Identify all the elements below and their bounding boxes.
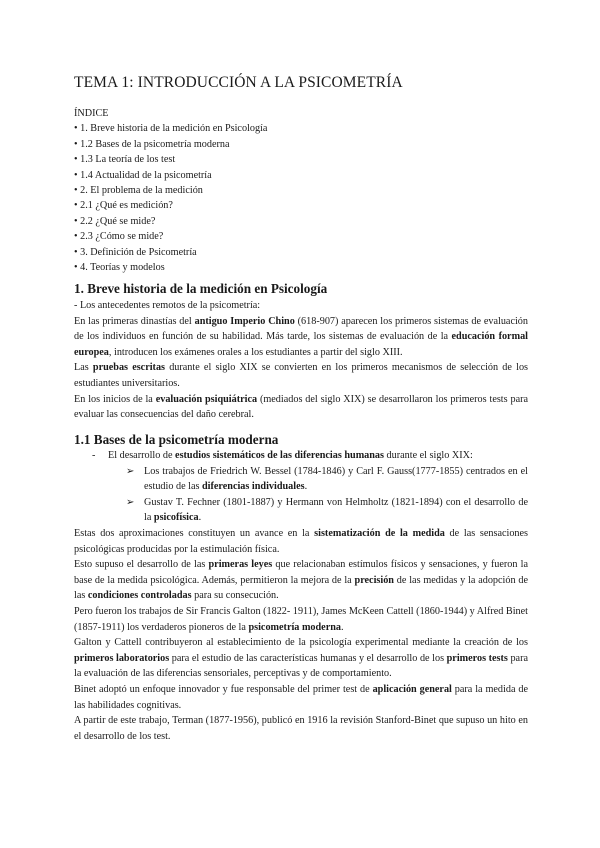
toc-item: • 1.4 Actualidad de la psicometría (74, 169, 212, 181)
dash-list-item: - El desarrollo de estudios sistemáticos de las diferencias humanas durante el siglo XIX: (74, 448, 528, 464)
document-title: TEMA 1: INTRODUCCIÓN A LA PSICOMETRÍA (74, 74, 403, 91)
section-history-body (74, 298, 528, 423)
paragraph-terman: A partir de este trabajo, Terman (1877-1956), publicó en 1916 la revisión Stanford-Binet que supuso un hito en el desarrollo de los test. (74, 715, 528, 742)
arrow-bullet-icon: ➢ (126, 465, 135, 477)
paragraph-systematization: Estas dos aproximaciones constituyen un avance en la sistematización de la medida de las sensaciones psicológicas producidas por la estimulación física. (74, 527, 528, 555)
paragraph-intro: - Los antecedentes remotos de la psicometría: (74, 300, 261, 311)
section-heading-history: 1. Breve historia de la medición en Psicología (74, 281, 328, 296)
toc-item: • 2.2 ¿Qué se mide? (74, 215, 156, 227)
arrow-list-item: ➢ Los trabajos de Friedrich W. Bessel (1784-1846) y Carl F. Gauss(1777-1855) centrados en el estudio de las diferencias individuales. (126, 465, 528, 493)
toc-heading: ÍNDICE (74, 108, 109, 119)
paragraph-galton-cattell: Galton y Cattell contribuyeron al establecimiento de la psicología experimental mediante la creación de los primeros laboratorios para el estudio de las características humanas y el desarrollo de los primeros tests para la evaluación de las diferencias sensoriales, perceptivas y de comportamiento. (74, 637, 528, 680)
section-modern-bases-body (74, 448, 528, 744)
paragraph-chinese-empire: En las primeras dinastías del antiguo Imperio Chino (618-907) aparecen los primeros sistemas de evaluación de los individuos en función de su habilidad. Más tarde, los sistemas de evaluación de la educación formal europea, introducen los exámenes orales a los estudiantes a partir del siglo XIII. (74, 315, 528, 358)
arrow-list-item: ➢ Gustav T. Fechner (1801-1887) y Hermann von Helmholtz (1821-1894) con el desarrollo de la psicofísica. (126, 496, 528, 524)
paragraph-psychiatric-evaluation: En los inicios de la evaluación psiquiátrica (mediados del siglo XIX) se desarrollaron los primeros tests para evaluar las consecuencias del daño cerebral. (74, 393, 529, 421)
toc-item: • 1.2 Bases de la psicometría moderna (74, 138, 230, 150)
paragraph-pioneers: Pero fueron los trabajos de Sir Francis Galton (1822- 1911), James McKeen Cattell (1860-1944) y Alfred Binet (1857-1911) los verdaderos pioneros de la psicometría moderna. (74, 605, 528, 633)
dash-marker: - (92, 450, 96, 461)
toc-item: • 4. Teorías y modelos (74, 262, 165, 274)
paragraph-written-tests: Las pruebas escritas durante el siglo XIX se convierten en los primeros mecanismos de selección de los estudiantes universitarios. (74, 362, 528, 389)
toc-item: • 2. El problema de la medición (74, 185, 203, 197)
toc-item: • 3. Definición de Psicometría (74, 246, 197, 258)
section-heading-modern-bases: 1.1 Bases de la psicometría moderna (74, 432, 279, 447)
toc-item: • 2.1 ¿Qué es medición? (74, 200, 173, 212)
toc-item: • 1. Breve historia de la medición en Psicología (74, 123, 268, 135)
paragraph-binet: Binet adoptó un enfoque innovador y fue responsable del primer test de aplicación general para la medida de las habilidades cognitivas. (74, 683, 528, 711)
toc-item: • 2.3 ¿Cómo se mide? (74, 231, 164, 243)
toc-item: • 1.3 La teoría de los test (74, 154, 176, 166)
arrow-bullet-icon: ➢ (126, 496, 135, 508)
paragraph-first-laws: Esto supuso el desarrollo de las primeras leyes que relacionaban estímulos físicos y sensaciones, y fueron la base de la medida psicológica. Además, permitieron la mejora de la precisión de las medidas y la adopción de las condiciones controladas para su consecución. (74, 559, 528, 602)
table-of-contents (74, 106, 267, 275)
